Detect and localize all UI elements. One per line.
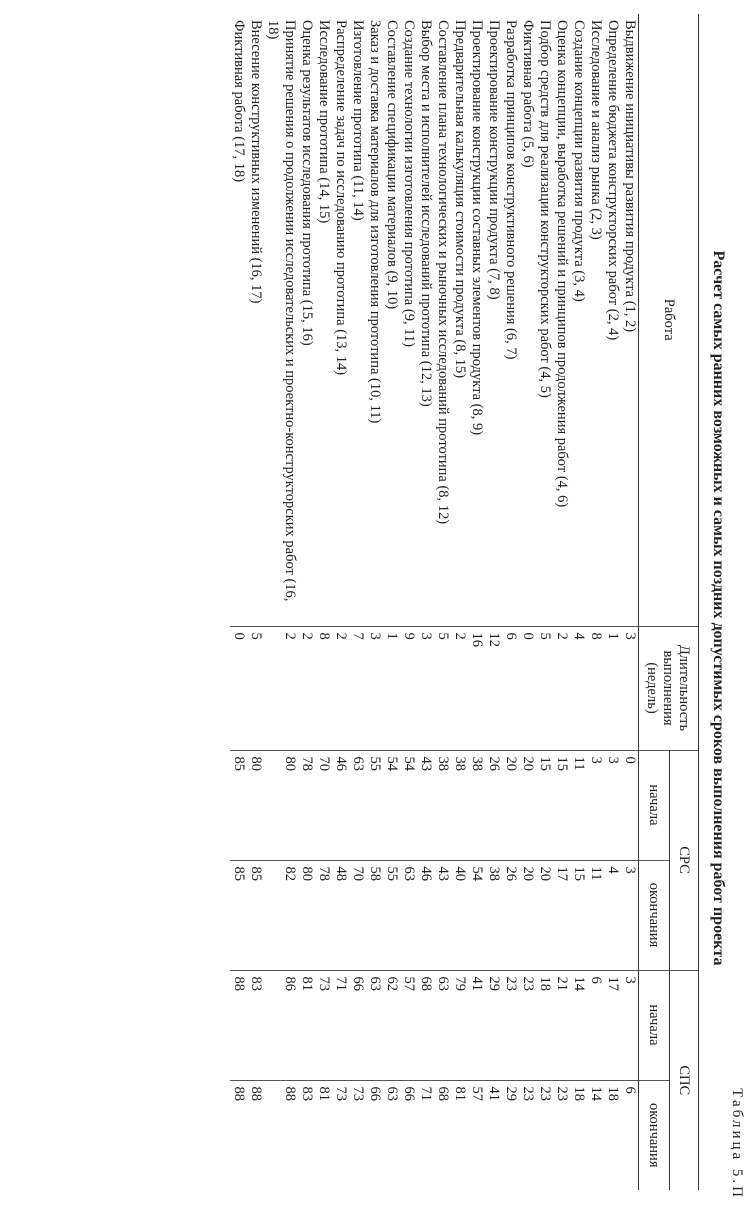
cell-crs-start: 54 <box>383 750 400 860</box>
cell-work: Проектирование конструкции продукта (7, 8) <box>486 20 502 300</box>
cell-duration: 6 <box>502 626 519 750</box>
cell-duration: 5 <box>247 626 264 750</box>
cell-cps-start: 3 <box>621 970 639 1080</box>
cell-duration: 2 <box>332 626 349 750</box>
cell-duration: 12 <box>485 626 502 750</box>
table-row <box>570 14 587 1190</box>
header-cps: СПС <box>670 970 699 1190</box>
cell-cps-end: 23 <box>536 1080 553 1190</box>
cell-cps-end: 41 <box>485 1080 502 1190</box>
cell-crs-end: 20 <box>519 860 536 970</box>
cell-work: Фиктивная работа (5, 6) <box>520 20 536 168</box>
cell-work: Принятие решения о продолжении исследовательских и проектно-конструкторских работ (16, 18) <box>265 20 298 602</box>
header-cps-start: начала <box>639 970 670 1080</box>
cell-cps-end: 63 <box>383 1080 400 1190</box>
cell-duration: 3 <box>366 626 383 750</box>
cell-cps-start: 71 <box>332 970 349 1080</box>
cell-cps-start: 57 <box>400 970 417 1080</box>
table-row <box>400 14 417 1190</box>
cell-cps-end: 81 <box>451 1080 468 1190</box>
cell-work: Создание концепции развития продукта (3, 4) <box>571 20 587 302</box>
cell-cps-end: 73 <box>349 1080 366 1190</box>
cell-cps-start: 23 <box>502 970 519 1080</box>
cell-crs-start: 38 <box>434 750 451 860</box>
table-row <box>315 14 332 1190</box>
header-duration: Длительность выполнения (недель) <box>639 626 699 750</box>
cell-crs-end: 48 <box>332 860 349 970</box>
cell-duration: 8 <box>315 626 332 750</box>
cell-cps-start: 14 <box>570 970 587 1080</box>
cell-cps-end: 88 <box>247 1080 264 1190</box>
cell-cps-start: 66 <box>349 970 366 1080</box>
cell-crs-end: 3 <box>621 860 639 970</box>
cell-cps-start: 68 <box>417 970 434 1080</box>
header-row-1 <box>670 14 699 1190</box>
table-row <box>468 14 485 1190</box>
table-row <box>604 14 621 1190</box>
cell-work: Внесение конструктивных изменений (16, 17) <box>248 20 264 304</box>
cell-cps-end: 66 <box>366 1080 383 1190</box>
table-body <box>230 14 639 1190</box>
cell-cps-end: 88 <box>264 1080 298 1190</box>
cell-cps-end: 18 <box>570 1080 587 1190</box>
cell-crs-end: 55 <box>383 860 400 970</box>
cell-work: Выбор места и исполнителей исследований прототипа (12, 13) <box>418 20 434 407</box>
cell-duration: 2 <box>264 626 298 750</box>
cell-duration: 8 <box>587 626 604 750</box>
cell-work: Оценка концепции, выработка решений и принципов продолжения работ (4, 6) <box>554 20 570 508</box>
cell-crs-start: 20 <box>502 750 519 860</box>
cell-duration: 0 <box>519 626 536 750</box>
table-row <box>417 14 434 1190</box>
cell-crs-start: 46 <box>332 750 349 860</box>
cell-cps-end: 29 <box>502 1080 519 1190</box>
table-row <box>264 14 298 1190</box>
cell-cps-start: 29 <box>485 970 502 1080</box>
cell-work: Исследование и анализ рынка (2, 3) <box>588 20 604 240</box>
cell-cps-end: 14 <box>587 1080 604 1190</box>
cell-crs-end: 70 <box>349 860 366 970</box>
cell-crs-end: 38 <box>485 860 502 970</box>
cell-cps-start: 88 <box>230 970 247 1080</box>
cell-cps-start: 63 <box>366 970 383 1080</box>
cell-duration: 5 <box>434 626 451 750</box>
cell-crs-end: 46 <box>417 860 434 970</box>
cell-work: Изготовление прототипа (11, 14) <box>350 20 366 221</box>
schedule-table <box>230 14 699 1190</box>
cell-cps-start: 62 <box>383 970 400 1080</box>
cell-crs-start: 3 <box>587 750 604 860</box>
cell-crs-start: 85 <box>230 750 247 860</box>
cell-cps-start: 18 <box>536 970 553 1080</box>
table-row <box>502 14 519 1190</box>
cell-crs-start: 38 <box>468 750 485 860</box>
cell-cps-start: 81 <box>298 970 315 1080</box>
cell-cps-start: 23 <box>519 970 536 1080</box>
cell-duration: 2 <box>451 626 468 750</box>
cell-work: Исследование прототипа (14, 15) <box>316 20 332 224</box>
table-row <box>553 14 570 1190</box>
cell-duration: 5 <box>536 626 553 750</box>
cell-crs-start: 43 <box>417 750 434 860</box>
table-row <box>536 14 553 1190</box>
cell-cps-end: 57 <box>468 1080 485 1190</box>
cell-duration: 2 <box>298 626 315 750</box>
cell-cps-start: 79 <box>451 970 468 1080</box>
cell-cps-end: 23 <box>519 1080 536 1190</box>
cell-crs-end: 15 <box>570 860 587 970</box>
table-row <box>587 14 604 1190</box>
cell-cps-start: 41 <box>468 970 485 1080</box>
table-title: Расчет самых ранних возможных и самых поздних допустимых сроков выполнения работ проекта <box>710 250 727 966</box>
cell-cps-end: 73 <box>332 1080 349 1190</box>
cell-work: Оценка результатов исследования прототипа (15, 16) <box>299 20 315 346</box>
cell-cps-end: 23 <box>553 1080 570 1190</box>
cell-crs-end: 58 <box>366 860 383 970</box>
table-row <box>332 14 349 1190</box>
cell-duration: 4 <box>570 626 587 750</box>
cell-crs-start: 80 <box>247 750 264 860</box>
header-crs-start: начала <box>639 750 670 860</box>
cell-crs-start: 26 <box>485 750 502 860</box>
cell-crs-end: 4 <box>604 860 621 970</box>
cell-duration: 16 <box>468 626 485 750</box>
cell-work: Составление плана технологических и рыночных исследований прототипа (8, 12) <box>435 20 451 525</box>
cell-cps-end: 6 <box>621 1080 639 1190</box>
cell-work: Создание технологии изготовления прототипа (9, 11) <box>401 20 417 347</box>
table-row <box>621 14 639 1190</box>
cell-duration: 3 <box>417 626 434 750</box>
table-label: Таблица 5.П <box>729 1088 745 1200</box>
cell-cps-start: 21 <box>553 970 570 1080</box>
cell-duration: 2 <box>553 626 570 750</box>
cell-cps-end: 81 <box>315 1080 332 1190</box>
cell-work: Предварительная калькуляция стоимости продукта (8, 15) <box>452 20 468 379</box>
cell-crs-end: 78 <box>315 860 332 970</box>
cell-crs-start: 80 <box>264 750 298 860</box>
cell-crs-start: 78 <box>298 750 315 860</box>
header-work: Работа <box>639 14 699 626</box>
cell-cps-end: 83 <box>298 1080 315 1190</box>
cell-work: Фиктивная работа (17, 18) <box>231 20 247 183</box>
cell-cps-end: 68 <box>434 1080 451 1190</box>
cell-cps-start: 17 <box>604 970 621 1080</box>
cell-crs-start: 38 <box>451 750 468 860</box>
cell-cps-start: 73 <box>315 970 332 1080</box>
cell-crs-end: 80 <box>298 860 315 970</box>
cell-work: Выдвижение инициативы развития продукта (1, 2) <box>622 20 638 333</box>
cell-crs-start: 3 <box>604 750 621 860</box>
table-row <box>298 14 315 1190</box>
cell-crs-start: 70 <box>315 750 332 860</box>
cell-cps-end: 66 <box>400 1080 417 1190</box>
cell-work: Заказ и доставка материалов для изготовления прототипа (10, 11) <box>367 20 383 424</box>
cell-crs-end: 85 <box>230 860 247 970</box>
cell-crs-start: 20 <box>519 750 536 860</box>
cell-duration: 1 <box>604 626 621 750</box>
header-crs: СРС <box>670 750 699 970</box>
cell-crs-end: 17 <box>553 860 570 970</box>
table-row <box>247 14 264 1190</box>
cell-duration: 9 <box>400 626 417 750</box>
cell-duration: 7 <box>349 626 366 750</box>
cell-duration: 3 <box>621 626 639 750</box>
cell-cps-start: 86 <box>264 970 298 1080</box>
cell-work: Составление спецификации материалов (9, 10) <box>384 20 400 310</box>
cell-crs-start: 15 <box>553 750 570 860</box>
cell-work: Распределение задач по исследованию прототипа (13, 14) <box>333 20 349 376</box>
cell-crs-end: 54 <box>468 860 485 970</box>
cell-cps-start: 63 <box>434 970 451 1080</box>
table-row <box>519 14 536 1190</box>
cell-cps-end: 88 <box>230 1080 247 1190</box>
cell-work: Разработка принципов конструктивного решения (6, 7) <box>503 20 519 360</box>
table-row <box>451 14 468 1190</box>
cell-crs-start: 0 <box>621 750 639 860</box>
table-row <box>485 14 502 1190</box>
cell-crs-start: 55 <box>366 750 383 860</box>
table-row <box>366 14 383 1190</box>
cell-crs-start: 15 <box>536 750 553 860</box>
table-row <box>383 14 400 1190</box>
cell-cps-start: 83 <box>247 970 264 1080</box>
cell-crs-end: 63 <box>400 860 417 970</box>
cell-crs-start: 54 <box>400 750 417 860</box>
cell-crs-end: 82 <box>264 860 298 970</box>
cell-work: Проектирование конструкции составных элементов продукта (8, 9) <box>469 20 485 436</box>
table-row <box>434 14 451 1190</box>
table-row <box>230 14 247 1190</box>
cell-work: Подбор средств для реализации конструкторских работ (4, 5) <box>537 20 553 398</box>
header-crs-end: окончания <box>639 860 670 970</box>
cell-crs-end: 11 <box>587 860 604 970</box>
cell-work: Определение бюджета конструкторских работ (2, 4) <box>605 20 621 341</box>
cell-cps-end: 18 <box>604 1080 621 1190</box>
cell-crs-end: 85 <box>247 860 264 970</box>
cell-duration: 0 <box>230 626 247 750</box>
cell-crs-end: 40 <box>451 860 468 970</box>
cell-crs-end: 20 <box>536 860 553 970</box>
cell-crs-end: 26 <box>502 860 519 970</box>
cell-crs-start: 63 <box>349 750 366 860</box>
cell-cps-end: 71 <box>417 1080 434 1190</box>
cell-cps-start: 6 <box>587 970 604 1080</box>
cell-duration: 1 <box>383 626 400 750</box>
cell-crs-start: 11 <box>570 750 587 860</box>
table-row <box>349 14 366 1190</box>
header-cps-end: окончания <box>639 1080 670 1190</box>
cell-crs-end: 43 <box>434 860 451 970</box>
